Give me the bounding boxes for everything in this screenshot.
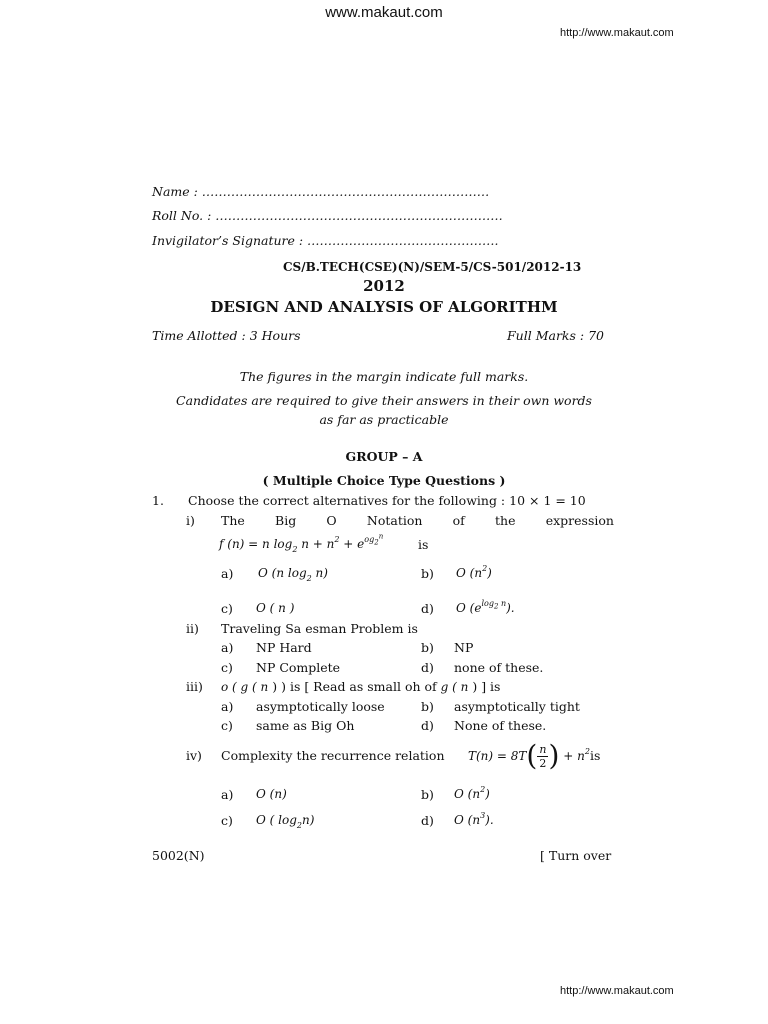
full-marks: Full Marks : 70 — [507, 328, 604, 343]
paper-year: 2012 — [363, 277, 405, 295]
option-c-label: c) — [221, 601, 233, 616]
question-iv-text: Complexity the recurrence relation — [221, 748, 445, 763]
bottom-url: http://www.makaut.com — [560, 985, 674, 997]
option-d-label: d) — [421, 601, 434, 616]
word: Notation — [366, 513, 423, 528]
question-iv-number: iv) — [186, 748, 202, 763]
option-c-text: NP Complete — [256, 660, 341, 675]
option-a-text: asymptotically loose — [256, 699, 385, 714]
question-iii-end: ) ] is — [472, 679, 501, 694]
option-b-formula: O $(n^2)$ — [454, 785, 490, 801]
option-c-text: same as Big Oh — [256, 718, 355, 733]
instruction-2: Candidates are required to give their answers in their own words — [176, 393, 592, 408]
option-c-label: c) — [221, 718, 233, 733]
option-c-label: c) — [221, 813, 233, 828]
group-subtitle: ( Multiple Choice Type Questions ) — [262, 473, 506, 488]
option-b-label: b) — [421, 699, 434, 714]
question-i-number: i) — [186, 513, 195, 528]
paper-serial: 5002(N) — [152, 848, 205, 863]
option-d-label: d) — [421, 660, 434, 675]
invigilator-field: Invigilator’s Signature : ………………………………………. — [152, 233, 499, 248]
word: the — [495, 513, 516, 528]
question-iii-text: o ( g ( n ) ) is [ Read as small oh of g ( n ) ] is — [221, 679, 501, 694]
question-1-number: 1. — [152, 493, 164, 508]
option-d-formula: O $(n^3)$. — [454, 811, 494, 827]
question-i-text — [221, 513, 614, 528]
word: O — [326, 513, 337, 528]
expression-formula: f (n) = n $\log_2 n + n^2 + e^{og_2^n}$ — [219, 532, 384, 554]
option-c-formula: O ( $\log_2n$) — [256, 813, 315, 830]
option-a-label: a) — [221, 699, 234, 714]
roll-field: Roll No. : …………………………………………………………… — [152, 208, 503, 223]
question-iv-is: is — [590, 748, 601, 763]
option-d-text: none of these. — [454, 660, 544, 675]
word: expression — [545, 513, 614, 528]
option-c-label: c) — [221, 660, 233, 675]
option-a-label: a) — [221, 566, 234, 581]
name-field: Name : …………………………………………………………… — [152, 184, 490, 199]
paper-title: DESIGN AND ANALYSIS OF ALGORITHM — [210, 298, 558, 316]
option-b-label: b) — [421, 566, 434, 581]
option-d-label: d) — [421, 718, 434, 733]
option-b-formula: O $(n^2)$ — [456, 564, 492, 580]
question-iii-mid: ) ) is [ Read as small oh of — [272, 679, 437, 694]
option-d-text: None of these. — [454, 718, 547, 733]
option-a-label: a) — [221, 787, 234, 802]
option-a-formula: O (n) — [256, 787, 287, 801]
option-b-text: NP — [454, 640, 474, 655]
turn-over: [ Turn over — [540, 848, 612, 863]
option-b-text: asymptotically tight — [454, 699, 580, 714]
recurrence-formula: T(n) = 8T ( n 2 ) + $n^2$ — [468, 739, 590, 772]
word: of — [452, 513, 465, 528]
paper-code: CS/B.TECH(CSE)(N)/SEM-5/CS-501/2012-13 — [283, 260, 582, 274]
option-a-label: a) — [221, 640, 234, 655]
question-1-text: Choose the correct alternatives for the following : 10 × 1 = 10 — [188, 493, 586, 508]
top-url: http://www.makaut.com — [560, 27, 674, 39]
question-i-is: is — [418, 537, 429, 552]
time-allotted: Time Allotted : 3 Hours — [152, 328, 301, 343]
option-a-text: NP Hard — [256, 640, 312, 655]
word: The — [221, 513, 245, 528]
instruction-1: The figures in the margin indicate full marks. — [239, 369, 529, 384]
option-d-label: d) — [421, 813, 434, 828]
option-b-label: b) — [421, 787, 434, 802]
option-b-label: b) — [421, 640, 434, 655]
question-iii-number: iii) — [186, 679, 203, 694]
question-ii-text: Traveling Sa esman Problem is — [221, 621, 418, 636]
word: Big — [275, 513, 297, 528]
group-title: GROUP – A — [345, 449, 423, 464]
option-c-text: O ( n ) — [256, 601, 295, 615]
question-ii-number: ii) — [186, 621, 199, 636]
site-header: www.makaut.com — [325, 4, 443, 21]
option-a-formula: O (n $\log_2 n$) — [258, 566, 328, 583]
option-d-formula: O $(e^{log_2 n})$. — [456, 599, 515, 615]
instruction-3: as far as practicable — [319, 412, 449, 427]
